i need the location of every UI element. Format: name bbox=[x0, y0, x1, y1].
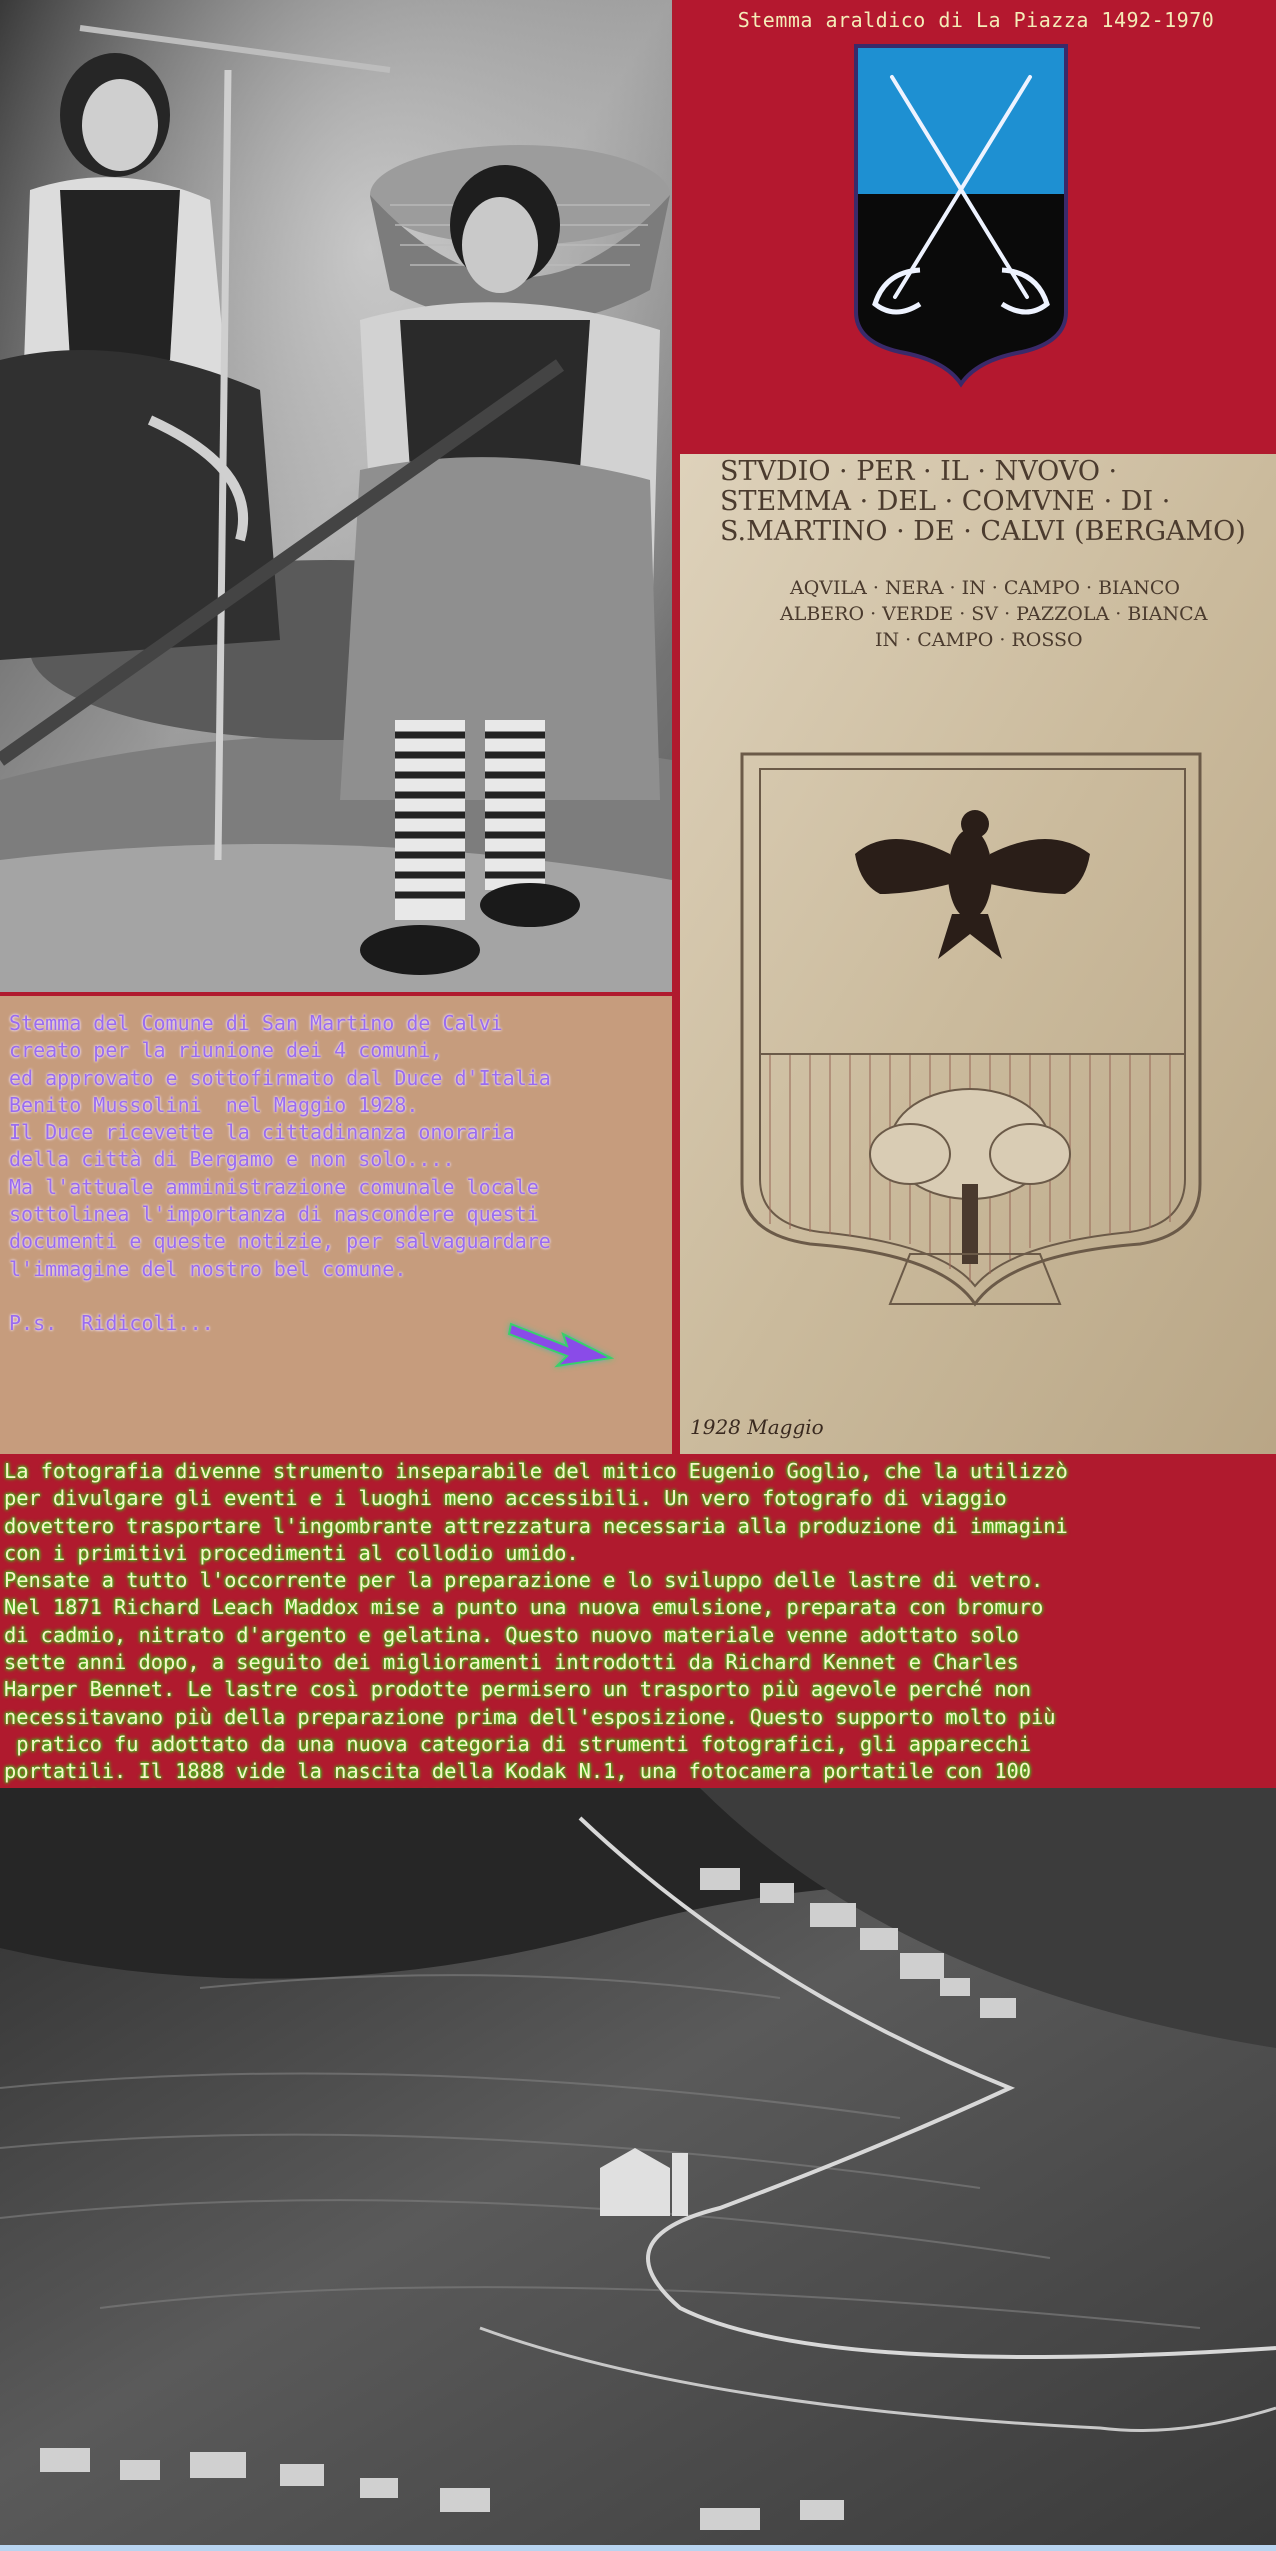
caption-line: della città di Bergamo e non solo.... bbox=[9, 1147, 455, 1172]
history-line: sette anni dopo, a seguito dei miglioramenti introdotti da Richard Kennet e Charles bbox=[4, 1650, 1019, 1675]
blazon-line-2: ALBERO · VERDE · SV · PAZZOLA · BIANCA bbox=[780, 603, 1208, 625]
history-line: di cadmio, nitrato d'argento e gelatina. Questo nuovo materiale venne adottato solo bbox=[4, 1622, 1019, 1647]
coat-of-arms-sketch bbox=[680, 454, 1276, 1454]
history-line: con i primitivi procedimenti al collodio umido. bbox=[4, 1540, 579, 1565]
sketch-signature: 1928 Maggio bbox=[690, 1415, 824, 1439]
history-line: La fotografia divenne strumento inseparabile del mitico Eugenio Goglio, che la utilizzò bbox=[4, 1459, 1068, 1483]
caption-line: creato per la riunione dei 4 comuni, bbox=[9, 1038, 443, 1063]
caption-text bbox=[9, 1010, 669, 1338]
bottom-strip bbox=[0, 2545, 1276, 2551]
blazon-line-1: AQVILA · NERA · IN · CAMPO · BIANCO bbox=[790, 577, 1180, 599]
history-line: Pensate a tutto l'occorrente per la preparazione e lo sviluppo delle lastre di vetro. bbox=[4, 1568, 1044, 1593]
caption-line: sottolinea l'importanza di nascondere questi bbox=[9, 1202, 539, 1227]
caption-ps: P.s. Ridicoli... bbox=[9, 1311, 214, 1336]
shield-title: Stemma araldico di La Piazza 1492-1970 bbox=[737, 8, 1215, 32]
sketch-line-1: STVDIO · PER · IL · NVOVO · bbox=[720, 456, 1118, 487]
caption-box bbox=[0, 996, 672, 1454]
history-line: per divulgare gli eventi e i luoghi meno accessibili. Un vero fotografo di viaggio bbox=[4, 1486, 1007, 1511]
caption-line: l'immagine del nostro bel comune. bbox=[9, 1256, 407, 1281]
caption-line: Benito Mussolini nel Maggio 1928. bbox=[9, 1092, 419, 1117]
coat-of-arms-icon bbox=[852, 42, 1070, 387]
shield-panel bbox=[676, 0, 1276, 450]
history-line: dovettero trasportare l'ingombrante attrezzatura necessaria alla produzione di immagini bbox=[4, 1513, 1068, 1538]
history-line: necessitavano più della preparazione prima dell'esposizione. Questo supporto molto più bbox=[4, 1704, 1056, 1729]
caption-line: Il Duce ricevette la cittadinanza onoraria bbox=[9, 1120, 515, 1145]
photo-two-women bbox=[0, 0, 672, 992]
history-line: pratico fu adottato da una nuova categoria di strumenti fotografici, gli apparecchi bbox=[4, 1731, 1032, 1756]
caption-line: documenti e queste notizie, per salvaguardare bbox=[9, 1229, 551, 1254]
caption-line: Stemma del Comune di San Martino de Calvi bbox=[9, 1011, 503, 1035]
history-band bbox=[0, 1454, 1276, 1788]
sketch-line-2: STEMMA · DEL · COMVNE · DI · bbox=[720, 486, 1171, 517]
history-line: Harper Bennet. Le lastre così prodotte permisero un trasporto più agevole perché non bbox=[4, 1677, 1032, 1702]
history-line: Nel 1871 Richard Leach Maddox mise a punto una nuova emulsione, preparata con bromuro bbox=[4, 1595, 1044, 1620]
caption-line: ed approvato e sottofirmato dal Duce d'Italia bbox=[9, 1065, 551, 1090]
history-line: portatili. Il 1888 vide la nascita della Kodak N.1, una fotocamera portatile con 100 bbox=[4, 1759, 1032, 1784]
aerial-landscape-photo bbox=[0, 1788, 1276, 2545]
caption-line: Ma l'attuale amministrazione comunale locale bbox=[9, 1174, 539, 1199]
sketch-line-3: S.MARTINO · DE · CALVI (BERGAMO) bbox=[720, 516, 1246, 547]
history-text bbox=[4, 1458, 1276, 1813]
arrow-right-down-icon bbox=[505, 1306, 625, 1376]
blazon-line-3: IN · CAMPO · ROSSO bbox=[875, 629, 1083, 651]
